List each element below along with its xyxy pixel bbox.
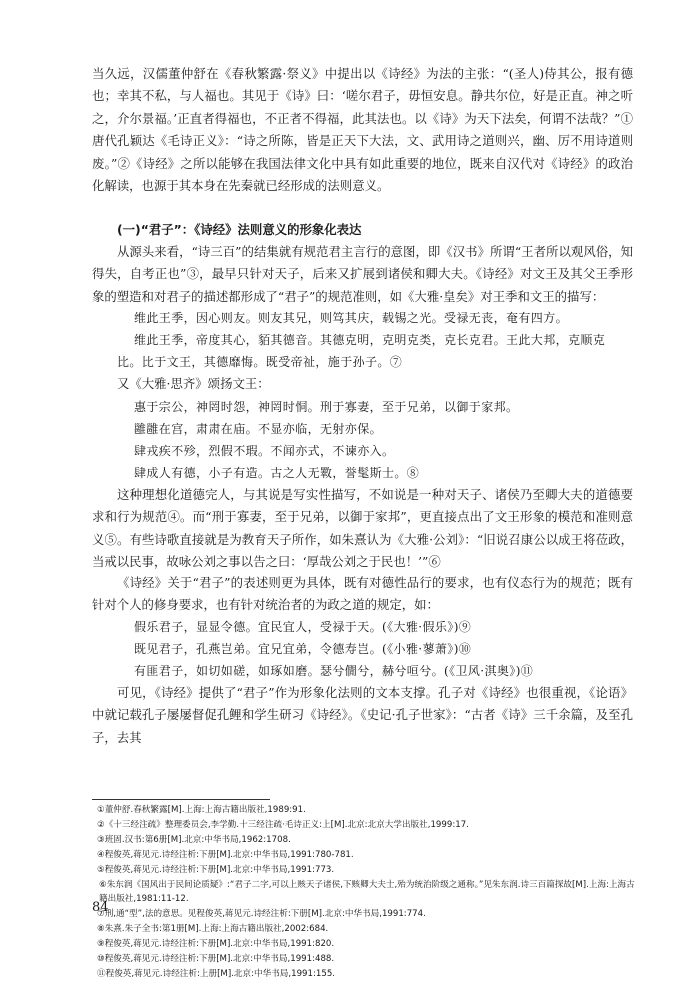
body-paragraph-2: 从源头来看，“诗三百”的结集就有规范君主言行的意图，即《汉书》所谓“王者所以观风俗，知得失，自考正也”③，最早只针对天子，后来又扩展到诸侯和卿大夫。《诗经》对文王及其父王季形象的塑造和对君子的描述都形成了“君子”的规范准则，如《大雅·皇矣》对王季和文王的描写： (92, 244, 633, 304)
footnote-1: ①董仲舒.春秋繁露[M].上海:上海古籍出版社,1989:91. (97, 805, 306, 815)
quote-junzi-line-2: 既见君子，孔燕岂弟。宜兄宜弟，令德寿岂。(《小雅·蓼萧》)⑩ (134, 642, 472, 656)
footnote-11: ⑪程俊英,蒋见元.诗经注析:上册[M].北京:中华书局,1991:155. (97, 968, 336, 979)
footnote-4: ④程俊英,蒋见元.诗经注析:下册[M].北京:中华书局,1991:780-781. (97, 849, 354, 860)
quote-siqi-line-2: 雝雝在宫，肃肃在庙。不显亦临，无射亦保。 (134, 422, 383, 436)
quote-junzi-line-1: 假乐君子，显显令德。宜民宜人，受禄于天。(《大雅·假乐》)⑨ (134, 620, 472, 634)
footnote-3: ③班固.汉书:第6册[M].北京:中华书局,1962:1708. (97, 834, 291, 845)
quote-junzi-line-3: 有匪君子，如切如磋，如琢如磨。瑟兮僩兮，赫兮咺兮。(《卫风·淇奥》)⑪ (134, 664, 534, 678)
quote-huangyi-line-1: 维此王季，因心则友。则友其兄，则笃其庆，载锡之光。受禄无丧，奄有四方。 (134, 311, 569, 325)
quote-huangyi-line-3: 比。比于文王，其德靡悔。既受帝祉，施于孙子。⑦ (117, 355, 403, 369)
footnote-6: ⑥朱东润《国风出于民间论质疑》:“君子二字,可以上赅天子诸侯,下赅卿大夫士,殆为统治阶级之通称。”见朱东润.诗三百篇探故[M].上海:上海古籍出版社,1981:11-12. (99, 879, 635, 905)
quote-siqi-line-3: 肆戎疾不殄，烈假不瑕。不闻亦式，不谏亦入。 (134, 444, 395, 458)
footnote-7: ⑦刑,通“型”,法的意思。见程俊英,蒋见元.诗经注析:下册[M].北京:中华书局,1991:774. (97, 909, 426, 920)
page-number: 84 (92, 900, 109, 915)
section-heading: (一)“君子”：《诗经》法则意义的形象化表达 (117, 222, 362, 237)
body-paragraph-6: 可见，《诗经》提供了“君子”作为形象化法则的文本支撑。孔子对《诗经》也很重视，《论语》中就记载孔子屡屡督促孔鲤和学生研习《诗经》。《史记·孔子世家》：“古者《诗》三千余篇，及至孔子，去其 (92, 685, 633, 745)
quote-siqi-line-1: 惠于宗公，神罔时怨，神罔时恫。刑于寡妻，至于兄弟，以御于家邦。 (134, 400, 519, 414)
body-paragraph-3: 又《大雅·思齐》颂扬文王： (117, 376, 270, 391)
quote-siqi-line-4: 肆成人有德，小子有造。古之人无斁，誉髦斯士。⑧ (134, 466, 420, 480)
footnote-9: ⑨程俊英,蒋见元.诗经注析:下册[M].北京:中华书局,1991:820. (97, 939, 335, 950)
footnote-2: ②《十三经注疏》整理委员会,李学勤.十三经注疏·毛诗正义:上[M].北京:北京大学出版社,1999:17. (97, 819, 469, 830)
body-paragraph-1: 当久远，汉儒董仲舒在《春秋繁露·祭义》中提出以《诗经》为法的主张：“(圣人)侍其公，报有德也；幸其不私，与人福也。其见于《诗》曰：‘嗟尔君子，毋恒安息。静共尔位，好是正直。神之听之，介尔景福。’正直者得福也，不正者不得福，此其法也。以《诗》为天下法矣，何谓不法哉？”①唐代孔颖达《毛诗正义》：“诗之所陈，皆是正天下大法，文、武用诗之道则兴，幽、厉不用诗道则废。”②《诗经》之所以能够在我国法律文化中具有如此重要的地位，既来自汉代对《诗经》的政治化解读，也源于其本身在先秦就已经形成的法则意义。 (92, 66, 633, 194)
footnote-8: ⑧朱熹.朱子全书:第1册[M].上海:上海古籍出版社,2002:684. (97, 924, 329, 935)
footnotes (97, 803, 637, 982)
quote-huangyi-line-2: 维此王季，帝度其心，貊其德音。其德克明，克明克类，克长克君。王此大邦，克顺克 (134, 333, 606, 347)
footnote-divider (92, 799, 270, 800)
footnote-5: ⑤程俊英,蒋见元.诗经注析:下册[M].北京:中华书局,1991:773. (97, 864, 335, 875)
body-paragraph-4: 这种理想化道德完人，与其说是写实性描写，不如说是一种对天子、诸侯乃至卿大夫的道德要求和行为规范④。而“刑于寡妻，至于兄弟，以御于家邦”，更直接点出了文王形象的模范和准则意义⑤。有些诗歌直接就是为教育天子所作，如朱熹认为《大雅·公刘》：“旧说召康公以成王将莅政，当戒以民事，故咏公刘之事以告之曰：‘厚哉公刘之于民也！’”⑥ (92, 487, 633, 570)
body-paragraph-5: 《诗经》关于“君子”的表述则更为具体，既有对德性品行的要求，也有仪态行为的规范；既有针对个人的修身要求，也有针对统治者的为政之道的规定，如： (92, 575, 633, 613)
footnote-10: ⑩程俊英,蒋见元.诗经注析:下册[M].北京:中华书局,1991:488. (97, 954, 335, 965)
